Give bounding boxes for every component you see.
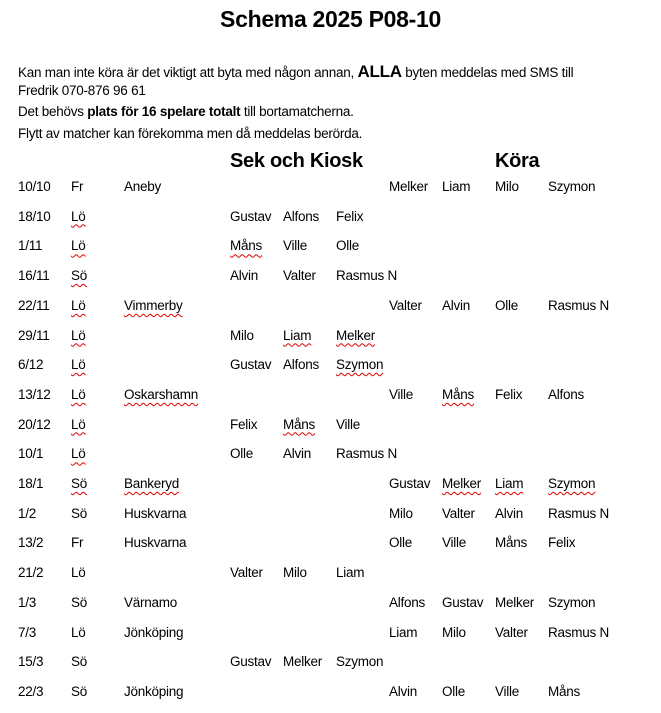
sek-kiosk-name: Felix bbox=[230, 416, 258, 432]
opponent-cell: Huskvarna bbox=[124, 505, 187, 521]
intro-text: Det behövs bbox=[18, 104, 88, 119]
date-cell: 10/10 bbox=[18, 179, 51, 194]
opponent-cell: Oskarshamn bbox=[124, 386, 199, 402]
day-cell: Lö bbox=[71, 386, 86, 402]
sek-kiosk-name: Alfons bbox=[283, 357, 320, 373]
opponent-cell: Jönköping bbox=[124, 683, 184, 699]
sek-kiosk-name: Ville bbox=[283, 238, 308, 254]
intro-line-2: Fredrik 070-876 96 61 bbox=[18, 83, 146, 98]
sek-kiosk-name: Milo bbox=[283, 565, 307, 581]
day-cell: Sö bbox=[71, 683, 88, 699]
driver-name: Måns bbox=[442, 386, 475, 402]
day-cell: Sö bbox=[71, 505, 88, 521]
day-cell: Lö bbox=[71, 208, 86, 224]
sek-kiosk-name: Gustav bbox=[230, 357, 272, 373]
sek-kiosk-name: Valter bbox=[230, 565, 263, 581]
date-cell: 18/10 bbox=[18, 208, 51, 224]
intro-emphasis: ALLA bbox=[357, 62, 402, 81]
driver-name: Olle bbox=[389, 535, 413, 551]
date-cell: 1/2 bbox=[18, 505, 37, 521]
sek-kiosk-name: Gustav bbox=[230, 208, 272, 224]
day-cell: Lö bbox=[71, 357, 86, 373]
driver-name: Melker bbox=[389, 179, 429, 194]
sek-kiosk-name: Felix bbox=[336, 208, 364, 224]
day-cell: Lö bbox=[71, 565, 86, 581]
day-cell: Lö bbox=[71, 446, 86, 462]
day-cell: Lö bbox=[71, 416, 86, 432]
day-cell: Lö bbox=[71, 297, 86, 313]
intro-line-3 bbox=[18, 104, 354, 119]
driver-name: Liam bbox=[389, 624, 418, 640]
intro-emphasis: plats för 16 spelare totalt bbox=[87, 104, 241, 119]
driver-name: Szymon bbox=[548, 476, 596, 491]
driver-name: Alvin bbox=[442, 297, 471, 313]
intro-line-4: Flytt av matcher kan förekomma men då meddelas berörda. bbox=[18, 126, 363, 141]
sek-kiosk-name: Melker bbox=[336, 327, 376, 343]
day-cell: Sö bbox=[71, 594, 88, 610]
driver-name: Alfons bbox=[548, 386, 585, 402]
day-cell: Sö bbox=[71, 476, 88, 491]
sek-kiosk-name: Rasmus N bbox=[336, 268, 398, 284]
day-cell: Sö bbox=[71, 268, 88, 284]
day-cell: Lö bbox=[71, 327, 86, 343]
date-cell: 1/11 bbox=[18, 238, 43, 254]
driver-name: Alvin bbox=[389, 683, 418, 699]
driver-name: Alfons bbox=[389, 594, 426, 610]
driver-name: Alvin bbox=[495, 505, 524, 521]
driver-name: Liam bbox=[495, 476, 524, 491]
date-cell: 16/11 bbox=[18, 268, 50, 284]
date-cell: 18/1 bbox=[18, 476, 44, 491]
date-cell: 22/3 bbox=[18, 683, 44, 699]
driver-name: Valter bbox=[389, 297, 422, 313]
driver-name: Felix bbox=[548, 535, 576, 551]
date-cell: 13/12 bbox=[18, 386, 51, 402]
sek-kiosk-name: Liam bbox=[336, 565, 365, 581]
date-cell: 1/3 bbox=[18, 594, 37, 610]
document-title: Schema 2025 P08-10 bbox=[220, 6, 441, 32]
opponent-cell: Vimmerby bbox=[124, 297, 183, 313]
opponent-cell: Bankeryd bbox=[124, 476, 180, 491]
date-cell: 7/3 bbox=[18, 624, 37, 640]
driver-name: Milo bbox=[495, 179, 519, 194]
driver-name: Måns bbox=[495, 535, 528, 551]
opponent-cell: Aneby bbox=[124, 179, 162, 194]
driver-name: Ville bbox=[389, 386, 414, 402]
sek-kiosk-name: Valter bbox=[283, 268, 316, 284]
day-cell: Fr bbox=[71, 535, 84, 551]
date-cell: 6/12 bbox=[18, 357, 44, 373]
driver-name: Liam bbox=[442, 179, 471, 194]
sek-kiosk-name: Gustav bbox=[230, 654, 272, 670]
driver-name: Milo bbox=[442, 624, 466, 640]
date-cell: 29/11 bbox=[18, 327, 50, 343]
driver-name: Gustav bbox=[442, 594, 484, 610]
header-sek-och-kiosk: Sek och Kiosk bbox=[230, 150, 363, 172]
sek-kiosk-name: Måns bbox=[283, 416, 316, 432]
driver-name: Valter bbox=[495, 624, 528, 640]
sek-kiosk-name: Måns bbox=[230, 238, 263, 254]
driver-name: Szymon bbox=[548, 179, 596, 194]
day-cell: Fr bbox=[71, 179, 84, 194]
driver-name: Milo bbox=[389, 505, 413, 521]
driver-name: Felix bbox=[495, 386, 523, 402]
driver-name: Melker bbox=[442, 476, 482, 491]
date-cell: 21/2 bbox=[18, 565, 44, 581]
sek-kiosk-name: Ville bbox=[336, 416, 361, 432]
sek-kiosk-name: Szymon bbox=[336, 357, 384, 373]
intro-text: byten meddelas med SMS till bbox=[401, 65, 574, 80]
driver-name: Valter bbox=[442, 505, 475, 521]
driver-name: Rasmus N bbox=[548, 505, 610, 521]
opponent-cell: Värnamo bbox=[124, 594, 178, 610]
sek-kiosk-name: Melker bbox=[283, 654, 323, 670]
day-cell: Sö bbox=[71, 654, 88, 670]
sek-kiosk-name: Alvin bbox=[230, 268, 259, 284]
sek-kiosk-name: Alfons bbox=[283, 208, 320, 224]
date-cell: 13/2 bbox=[18, 535, 44, 551]
driver-name: Olle bbox=[495, 297, 519, 313]
sek-kiosk-name: Rasmus N bbox=[336, 446, 398, 462]
sek-kiosk-name: Szymon bbox=[336, 654, 384, 670]
driver-name: Ville bbox=[495, 683, 520, 699]
date-cell: 15/3 bbox=[18, 654, 44, 670]
sek-kiosk-name: Olle bbox=[230, 446, 254, 462]
date-cell: 22/11 bbox=[18, 297, 50, 313]
opponent-cell: Jönköping bbox=[124, 624, 184, 640]
driver-name: Ville bbox=[442, 535, 467, 551]
header-kora: Köra bbox=[495, 150, 540, 172]
date-cell: 10/1 bbox=[18, 446, 44, 462]
sek-kiosk-name: Alvin bbox=[283, 446, 312, 462]
driver-name: Gustav bbox=[389, 476, 431, 491]
sek-kiosk-name: Liam bbox=[283, 327, 312, 343]
opponent-cell: Huskvarna bbox=[124, 535, 187, 551]
driver-name: Olle bbox=[442, 683, 466, 699]
driver-name: Rasmus N bbox=[548, 624, 610, 640]
date-cell: 20/12 bbox=[18, 416, 51, 432]
driver-name: Rasmus N bbox=[548, 297, 610, 313]
driver-name: Melker bbox=[495, 594, 535, 610]
sek-kiosk-name: Milo bbox=[230, 327, 254, 343]
intro-text: till bortamatcherna. bbox=[240, 104, 354, 119]
driver-name: Szymon bbox=[548, 594, 596, 610]
driver-name: Måns bbox=[548, 683, 581, 699]
day-cell: Lö bbox=[71, 238, 86, 254]
intro-line-1 bbox=[18, 62, 573, 82]
sek-kiosk-name: Olle bbox=[336, 238, 360, 254]
intro-text: Kan man inte köra är det viktigt att byta med någon annan, bbox=[18, 65, 358, 80]
day-cell: Lö bbox=[71, 624, 86, 640]
